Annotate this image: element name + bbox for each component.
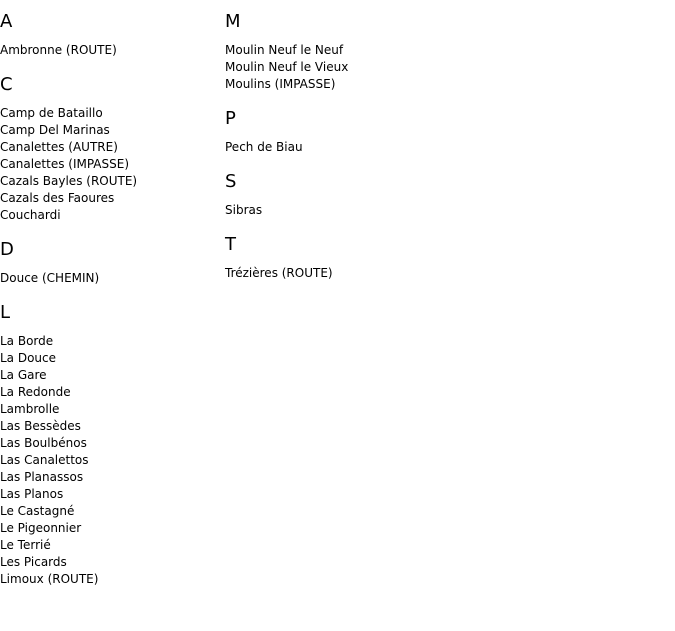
street-item[interactable]: La Redonde	[0, 385, 71, 399]
street-item[interactable]: Las Boulbénos	[0, 436, 87, 450]
street-item[interactable]: Moulin Neuf le Neuf	[225, 43, 344, 57]
letter-heading: P	[225, 108, 236, 129]
street-item[interactable]: Las Planos	[0, 487, 64, 501]
street-list	[225, 139, 525, 156]
letter-heading: L	[0, 302, 11, 323]
letter-heading: C	[0, 74, 13, 95]
letter-group-m	[225, 11, 525, 93]
street-item[interactable]: Canalettes (AUTRE)	[0, 140, 118, 154]
street-item[interactable]: La Borde	[0, 334, 54, 348]
letter-heading: T	[225, 234, 236, 255]
letter-group-p	[225, 108, 525, 156]
street-item[interactable]: Le Pigeonnier	[0, 521, 82, 535]
street-list	[0, 105, 220, 224]
street-item[interactable]: Limoux (ROUTE)	[0, 572, 99, 586]
street-item[interactable]: Pech de Biau	[225, 140, 303, 154]
street-list	[225, 265, 525, 282]
street-item[interactable]: Las Bessèdes	[0, 419, 81, 433]
letter-group-d	[0, 239, 220, 287]
street-item[interactable]: Sibras	[225, 203, 263, 217]
street-item[interactable]: La Gare	[0, 368, 47, 382]
letter-group-s	[225, 171, 525, 219]
letter-heading: M	[225, 11, 241, 32]
street-list	[0, 333, 220, 588]
street-item[interactable]: Las Canalettos	[0, 453, 89, 467]
street-item[interactable]: La Douce	[0, 351, 57, 365]
street-item[interactable]: Les Picards	[0, 555, 67, 569]
letter-heading: D	[0, 239, 14, 260]
street-item[interactable]: Camp de Bataillo	[0, 106, 103, 120]
street-item[interactable]: Le Castagné	[0, 504, 75, 518]
street-item[interactable]: Le Terrié	[0, 538, 51, 552]
street-item[interactable]: Lambrolle	[0, 402, 60, 416]
street-index-left-column	[0, 0, 220, 588]
street-item[interactable]: Ambronne (ROUTE)	[0, 43, 117, 57]
letter-heading: S	[225, 171, 237, 192]
street-list	[225, 42, 525, 93]
street-item[interactable]: Cazals des Faoures	[0, 191, 115, 205]
street-index-right-column	[225, 0, 525, 282]
street-list	[0, 42, 220, 59]
letter-group-l	[0, 302, 220, 588]
letter-heading: A	[0, 11, 13, 32]
street-item[interactable]: Canalettes (IMPASSE)	[0, 157, 130, 171]
street-item[interactable]: Douce (CHEMIN)	[0, 271, 100, 285]
street-item[interactable]: Camp Del Marinas	[0, 123, 110, 137]
street-list	[225, 202, 525, 219]
street-list	[0, 270, 220, 287]
letter-group-c	[0, 74, 220, 224]
letter-group-t	[225, 234, 525, 282]
street-item[interactable]: Cazals Bayles (ROUTE)	[0, 174, 138, 188]
street-item[interactable]: Moulin Neuf le Vieux	[225, 60, 349, 74]
street-item[interactable]: Trézières (ROUTE)	[225, 266, 333, 280]
street-item[interactable]: Moulins (IMPASSE)	[225, 77, 336, 91]
letter-group-a	[0, 11, 220, 59]
street-item[interactable]: Couchardi	[0, 208, 61, 222]
street-item[interactable]: Las Planassos	[0, 470, 84, 484]
